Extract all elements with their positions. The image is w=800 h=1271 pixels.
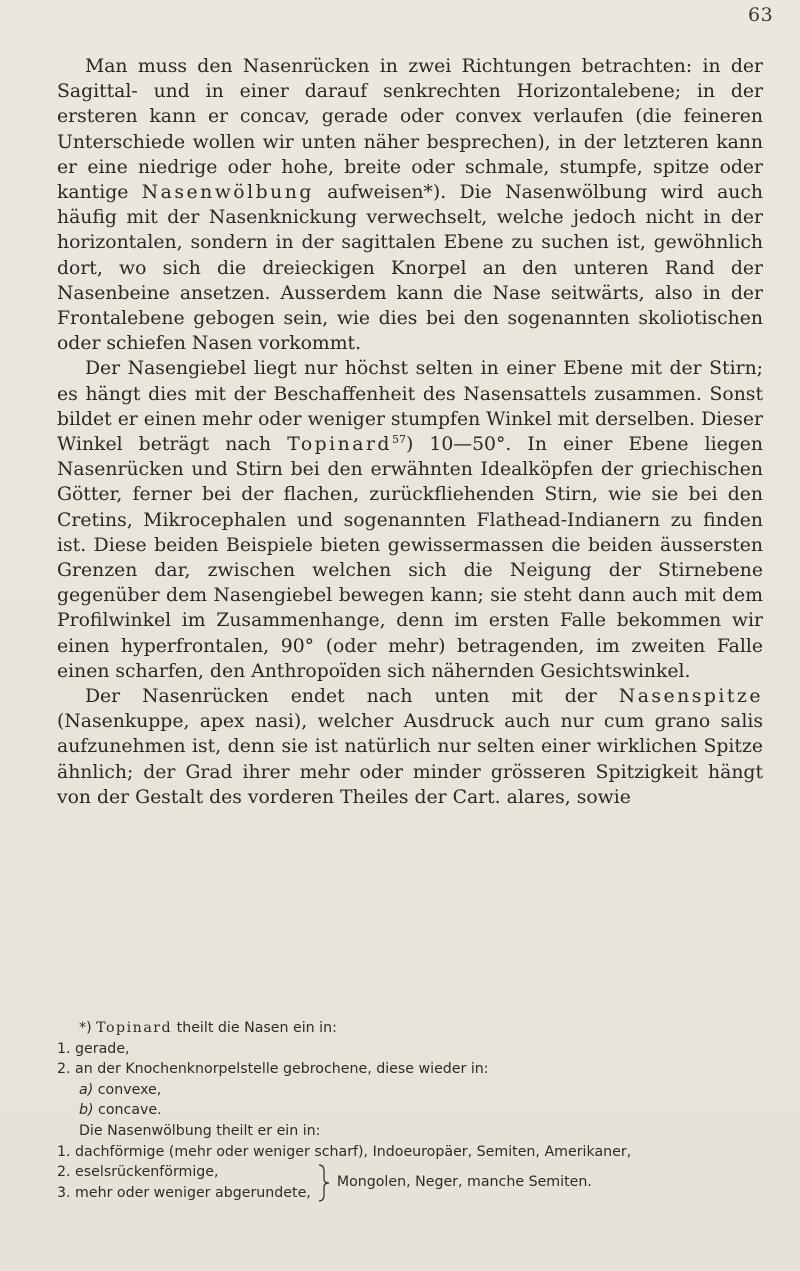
right-brace-icon <box>317 1163 331 1203</box>
footnote-list2-item-2: 2. eselsrückenförmige, <box>57 1164 219 1181</box>
footnote-author: Topinard <box>96 1020 173 1036</box>
term-nasenwoelbung: Nasenwölbung <box>141 182 314 204</box>
paragraph-3 <box>57 684 763 810</box>
footnote-sub-a-text: convexe, <box>93 1081 162 1098</box>
page-number: 63 <box>748 4 774 26</box>
footnote-intro-2: Die Nasenwölbung theilt er ein in: <box>79 1122 321 1139</box>
paragraph-1-text-cont: aufweisen*). Die Nasenwölbung wird auch häufig mit der Nasenknickung verwechselt, welche jedoch nicht in der horizontalen, sondern in der sagittalen Ebene zu suchen ist, gewöhnlich dort, wo sich die dreieckigen Knorpel an den unteren Rand der Nasenbeine ansetzen. Ausserdem kann die Nase seitwärts, also in der Frontalebene gebogen sein, wie dies bei den sogenannten skoliotischen oder schiefen Nasen vorkommt. <box>57 182 763 355</box>
footnote-sub-a-letter: a) <box>79 1081 94 1098</box>
paragraph-2-text-cont: ) 10—50°. In einer Ebene liegen Nasenrücken und Stirn bei den erwähnten Idealköpfen der griechischen Götter, ferner bei der flachen, zurückfliehenden Stirn, wie sie bei den Cretins, Mikrocephalen und sogenannten Flathead-Indianern zu finden ist. Diese beiden Beispiele bieten gewissermassen die beiden äussersten Grenzen dar, zwischen welchen sich die Neigung der Stirnebene gegenüber dem Nasengiebel bewegen kann; sie steht dann auch mit dem Profilwinkel im Zusammenhange, denn im ersten Falle bekommen wir einen hyperfrontalen, 90° (oder mehr) betragenden, im zweiten Falle einen scharfen, den Anthropoïden sich nähernden Gesichtswinkel. <box>57 434 763 682</box>
author-topinard: Topinard <box>287 434 392 456</box>
footnote <box>57 1018 763 1203</box>
footnote-list2-item-1: 1. dachförmige (mehr oder weniger scharf), Indoeuropäer, Semiten, Amerikaner, <box>57 1143 632 1160</box>
footnote-item-2: 2. an der Knochenknorpelstelle gebrochene, diese wieder in: <box>57 1061 489 1078</box>
main-text <box>57 54 763 810</box>
paragraph-1 <box>57 54 763 356</box>
footnote-sub-b-letter: b) <box>79 1102 94 1119</box>
paragraph-2-text: Der Nasengiebel liegt nur höchst selten in einer Ebene mit der Stirn; es hängt dies mit der Beschaffenheit des Nasensattels zusammen. Sonst bildet er einen mehr oder weniger stumpfen Winkel mit derselben. Dieser Winkel beträgt nach <box>57 358 763 456</box>
footnote-marker: *) <box>79 1020 92 1036</box>
paragraph-3-text: Der Nasenrücken endet nach unten mit der <box>85 686 619 708</box>
footnote-brace-items <box>57 1162 311 1203</box>
footnote-sub-a <box>57 1080 763 1101</box>
footnote-item-1: 1. gerade, <box>57 1040 130 1057</box>
footnote-sub-b-text: concave. <box>93 1102 162 1119</box>
footnote-intro-text: theilt die Nasen ein in: <box>172 1020 337 1036</box>
reference-number: 57 <box>391 433 406 447</box>
footnote-intro <box>57 1018 763 1039</box>
footnote-brace-label: Mongolen, Neger, manche Semiten. <box>336 1174 592 1191</box>
footnote-sub-b <box>57 1100 763 1121</box>
paragraph-1-text: Man muss den Nasenrücken in zwei Richtungen betrachten: in der Sagittal- und in einer darauf senkrechten Horizontalebene; in der ersteren kann er concav, gerade oder convex verlaufen (die feineren Unterschiede wollen wir unten näher besprechen), in der letzteren kann er eine niedrige oder hohe, breite oder schmale, stumpfe, spitze oder kantige <box>57 56 763 204</box>
footnote-list2-item-3: 3. mehr oder weniger abgerundete, <box>57 1184 311 1201</box>
footnote-brace-group <box>57 1162 763 1203</box>
paragraph-2 <box>57 356 763 684</box>
paragraph-3-text-cont: (Nasenkuppe, apex nasi), welcher Ausdruck auch nur cum grano salis aufzunehmen ist, denn sie ist natürlich nur selten einer wirklichen Spitze ähnlich; der Grad ihrer mehr oder minder grösseren Spitzigkeit hängt von der Gestalt des vorderen Theiles der Cart. alares, sowie <box>57 711 763 808</box>
term-nasenspitze: Nasenspitze <box>618 686 763 708</box>
